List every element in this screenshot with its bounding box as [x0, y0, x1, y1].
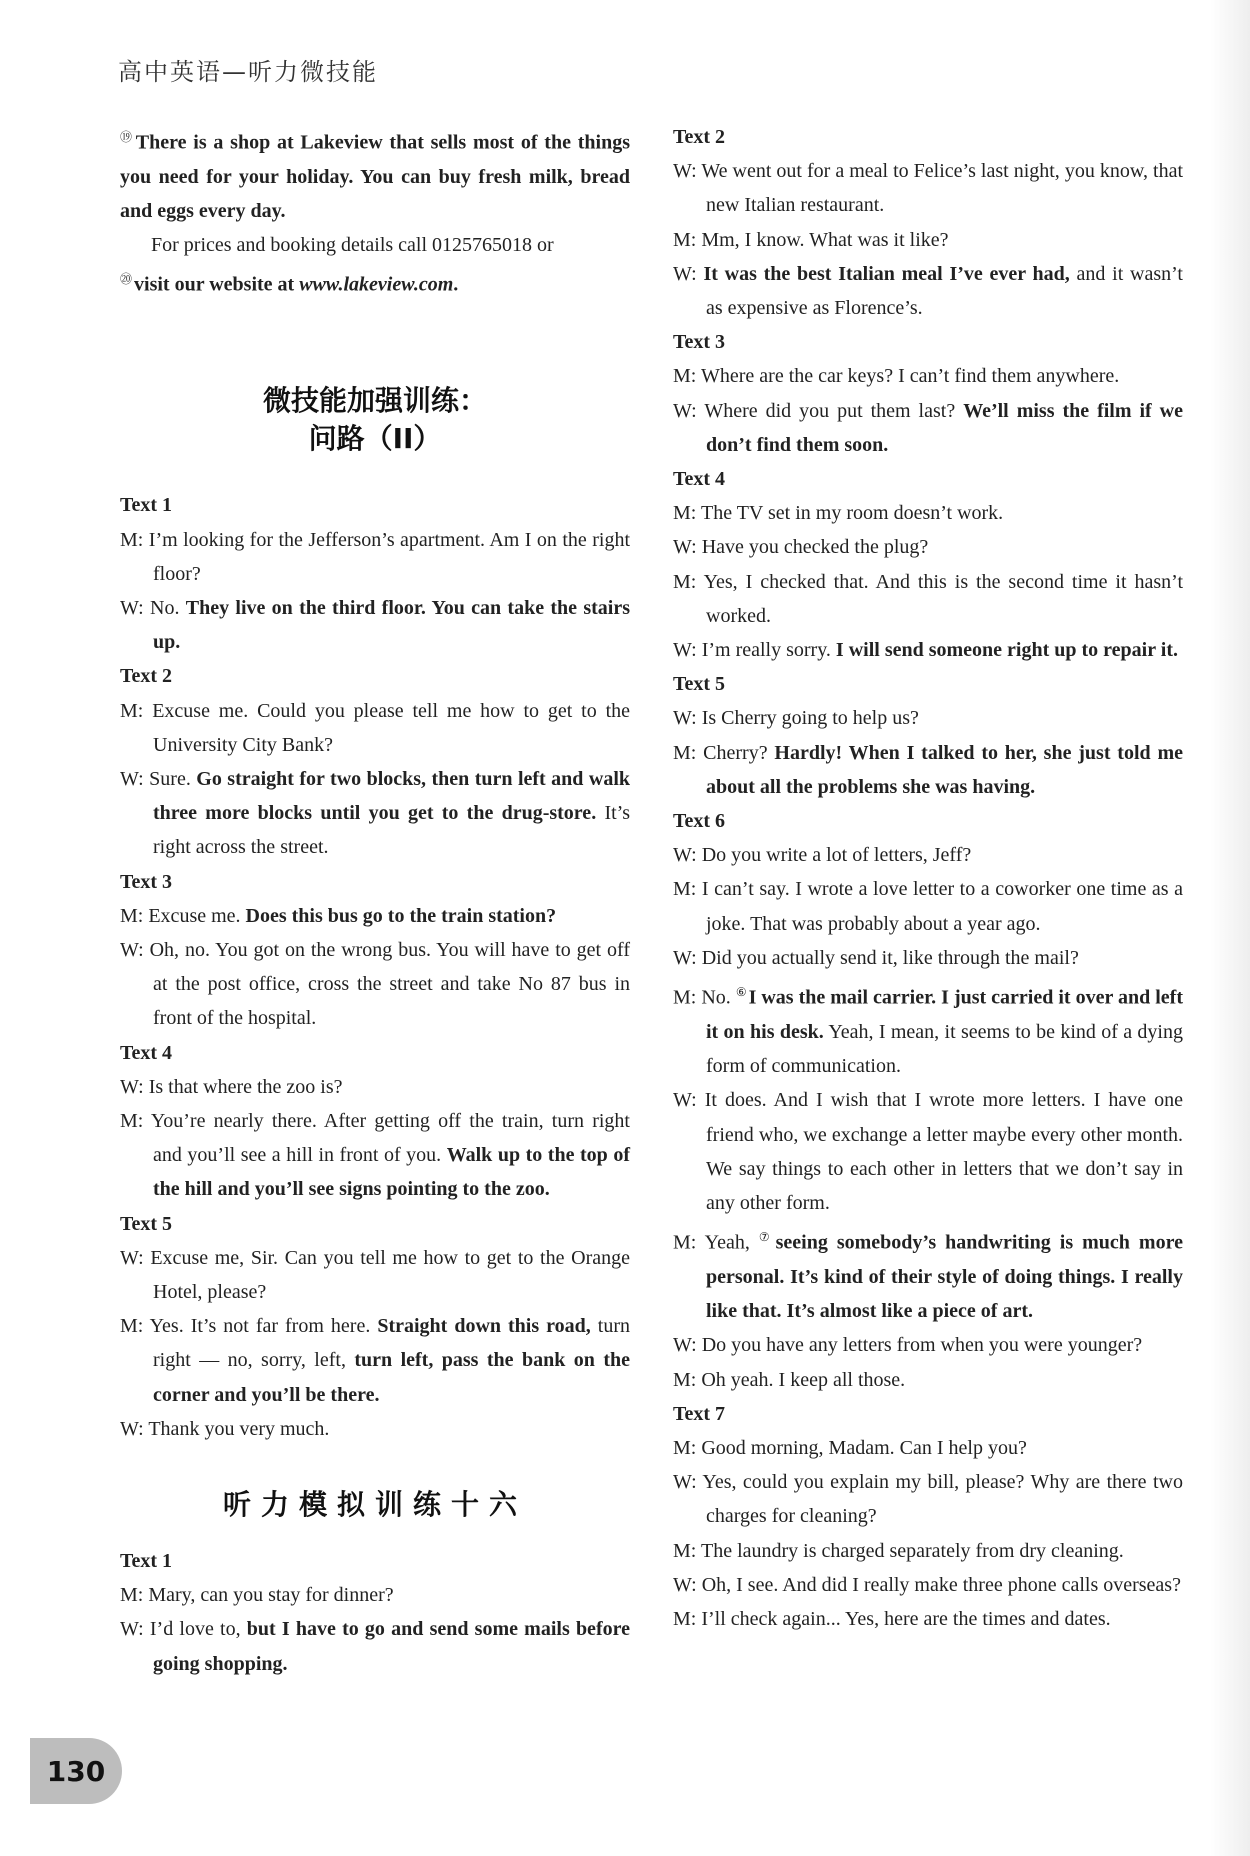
- dialogue-line: W: Oh, I see. And did I really make three phone calls overseas?: [673, 1573, 1181, 1596]
- intro-text: For prices and booking details call 0125765018 or: [151, 234, 554, 257]
- dialogue-line: W: It was the best Italian meal I’ve ever had, and it wasn’t as expensive as Florence’s.: [673, 262, 1183, 320]
- dialogue-line: M: Cherry? Hardly! When I talked to her, she just told me about all the problems she was having.: [673, 741, 1184, 798]
- dialogue-line: M: Excuse me. Does this bus go to the train station?: [120, 904, 557, 927]
- intro-bold-text-2: visit our website at www.lakeview.com.: [134, 274, 459, 297]
- dialogue-line: M: Yes. It’s not far from here. Straight down this road, turn right — no, sorry, left, turn left, pass the bank on the corner and you’ll be there.: [120, 1315, 631, 1406]
- dialogue-line: W: I’m really sorry. I will send someone right up to repair it.: [673, 639, 1178, 662]
- intro-paragraph-1: [120, 120, 630, 228]
- text-1-label: Text 1: [120, 494, 173, 517]
- text-5-label: Text 5: [120, 1212, 173, 1235]
- text-7-label: Text 7: [673, 1402, 726, 1425]
- dialogue-line: W: Do you write a lot of letters, Jeff?: [673, 844, 972, 867]
- dialogue-line: W: Where did you put them last? We’ll miss the film if we don’t find them soon.: [673, 399, 1183, 456]
- text-4-label: Text 4: [673, 468, 726, 491]
- dialogue-line: W: I’d love to, but I have to go and send some mails before going shopping.: [120, 1618, 630, 1675]
- dialogue-line: M: Oh yeah. I keep all those.: [673, 1368, 906, 1391]
- intro-bold-text: There is a shop at Lakeview that sells most of the things you need for your holiday. You can buy fresh milk, bread and eggs every day.: [120, 131, 630, 223]
- dialogue-line: W: Excuse me, Sir. Can you tell me how to get to the Orange Hotel, please?: [120, 1246, 630, 1303]
- dialogue-line: W: Is Cherry going to help us?: [673, 707, 919, 730]
- dialogue-line: W: We went out for a meal to Felice’s last night, you know, that new Italian restaurant.: [673, 160, 1183, 217]
- dialogue-line: W: Thank you very much.: [120, 1417, 330, 1440]
- dialogue-line: M: Yes, I checked that. And this is the second time it hasn’t worked.: [673, 570, 1184, 627]
- text-6-label: Text 6: [673, 810, 726, 833]
- page-header-title: 高中英语—听力微技能: [118, 58, 378, 86]
- text-2-label: Text 2: [673, 126, 726, 148]
- section-title-line1: 微技能加强训练：: [262, 384, 487, 418]
- text-2-label: Text 2: [120, 665, 173, 688]
- dialogue-line: W: It does. And I wish that I wrote more letters. I have one friend who, we exchange a letter maybe every other month. We say things to each other in letters that we don’t say in any other form.: [673, 1089, 1183, 1214]
- dialogue-line: W: Is that where the zoo is?: [120, 1075, 343, 1098]
- dialogue-line: M: I can’t say. I wrote a love letter to a coworker one time as a joke. That was probably about a year ago.: [673, 878, 1184, 935]
- dialogue-line: W: Yes, could you explain my bill, please? Why are there two charges for cleaning?: [673, 1471, 1183, 1528]
- dialogue-line: W: Sure. Go straight for two blocks, then turn left and walk three more blocks until you get to the drug-store. It’s right across the street.: [120, 767, 630, 859]
- dialogue-line: M: You’re nearly there. After getting off the train, turn right and you’ll see a hill in front of you. Walk up to the top of the hill and you’ll see signs pointing to the zoo.: [120, 1109, 630, 1201]
- dialogue-line: M: Mm, I know. What was it like?: [673, 228, 949, 251]
- dialogue-line: W: Did you actually send it, like through the mail?: [673, 946, 1079, 969]
- dialogue-line: M: The laundry is charged separately from dry cleaning.: [673, 1539, 1124, 1562]
- dialogue-line: W: No. They live on the third floor. You can take the stairs up.: [120, 596, 630, 654]
- section-2-title: 听力模拟训练十六: [222, 1488, 527, 1522]
- dialogue-line: W: Do you have any letters from when you were younger?: [673, 1334, 1143, 1357]
- section-2-text-1-label: Text 1: [120, 1550, 173, 1573]
- dialogue-line: M: I’ll check again... Yes, here are the times and dates.: [673, 1608, 1111, 1631]
- text-5-label: Text 5: [673, 673, 726, 696]
- question-number-19: ⑲: [120, 130, 134, 144]
- text-4-label: Text 4: [120, 1041, 173, 1064]
- left-column: [120, 120, 630, 1681]
- page-edge-shadow: [1210, 0, 1250, 1856]
- question-number-6: ⑥: [735, 985, 747, 1000]
- page-number-badge: 130: [30, 1738, 122, 1804]
- dialogue-line: M: Excuse me. Could you please tell me how to get to the University City Bank?: [120, 699, 631, 756]
- text-3-label: Text 3: [120, 870, 173, 893]
- dialogue-line: M: Yeah, ⑦ seeing somebody’s handwriting is much more personal. It’s kind of their style of doing things. I really like that. It’s almost like a piece of art.: [673, 1230, 1183, 1323]
- dialogue-line: M: No. ⑥ I was the mail carrier. I just carried it over and left it on his desk. Yeah, I mean, it seems to be kind of a dying form of communication.: [673, 985, 1183, 1078]
- dialogue-line: W: Have you checked the plug?: [673, 536, 929, 559]
- intro-paragraph-2: [120, 228, 630, 302]
- text-3-label: Text 3: [673, 331, 726, 354]
- website-url: www.lakeview.com: [299, 274, 454, 297]
- question-number-20: ⑳: [120, 272, 133, 287]
- dialogue-line: M: I’m looking for the Jefferson’s apartment. Am I on the right floor?: [120, 528, 631, 585]
- dialogue-line: M: The TV set in my room doesn’t work.: [673, 502, 1004, 525]
- dialogue-line: M: Mary, can you stay for dinner?: [120, 1584, 394, 1607]
- right-column: [673, 120, 1183, 1636]
- dialogue-line: W: Oh, no. You got on the wrong bus. You will have to get off at the post office, cross the street and take No 87 bus in front of the hospital.: [120, 938, 630, 1030]
- section-title-line2: 问路（II）: [308, 422, 442, 456]
- question-number-7: ⑦: [758, 1230, 774, 1245]
- dialogue-line: M: Where are the car keys? I can’t find them anywhere.: [673, 365, 1120, 388]
- dialogue-line: M: Good morning, Madam. Can I help you?: [673, 1437, 1027, 1460]
